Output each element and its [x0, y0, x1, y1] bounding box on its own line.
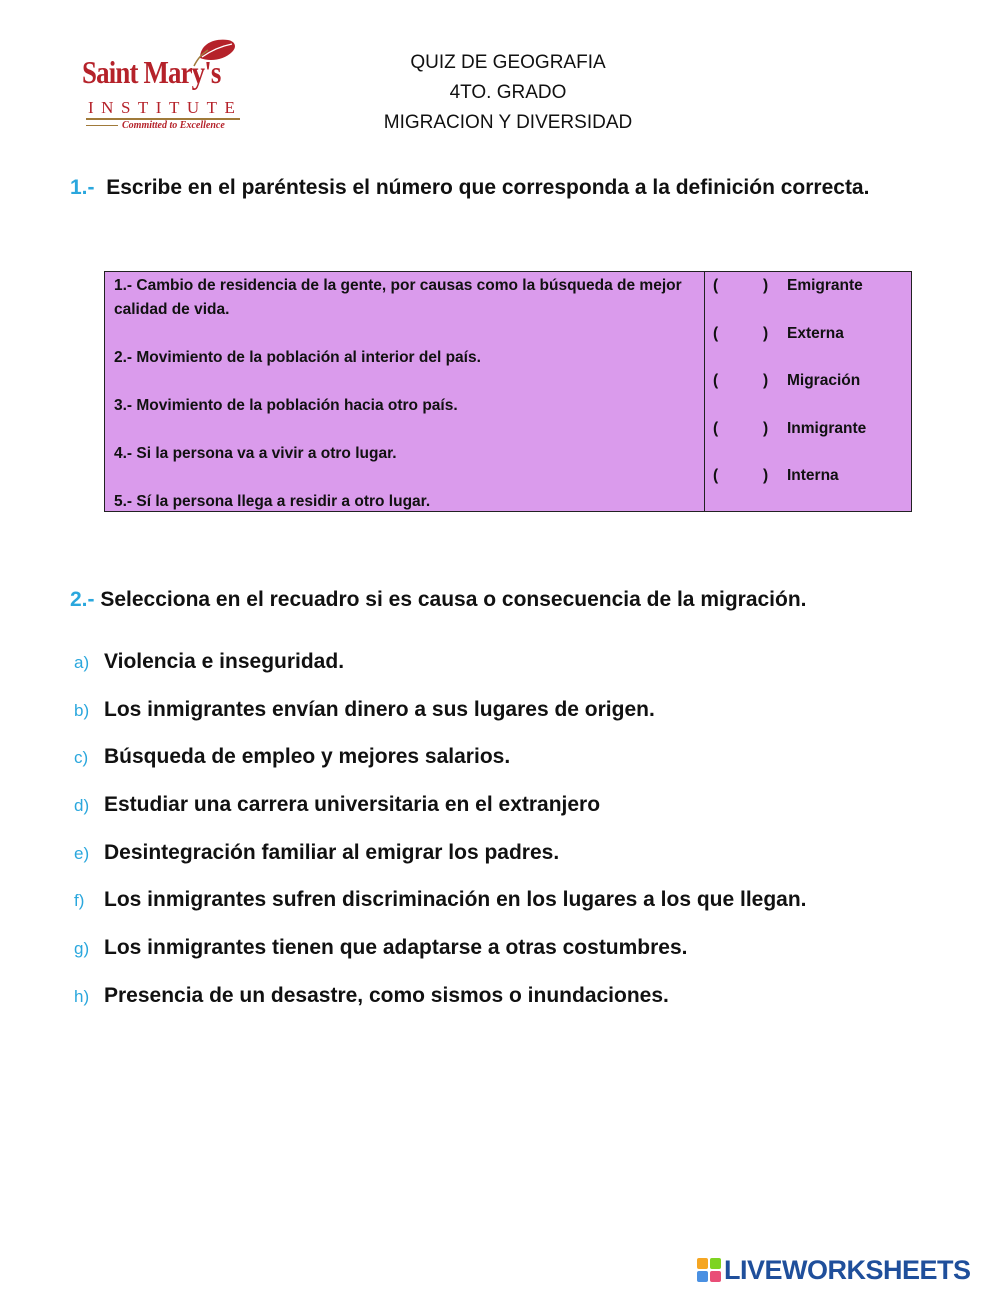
term-row	[713, 417, 911, 465]
answer-blank-close: )	[763, 277, 769, 294]
term-label: Inmigrante	[787, 419, 867, 437]
definitions-column	[105, 272, 705, 511]
answer-blank-open[interactable]: (	[713, 372, 719, 390]
term-label: Emigrante	[787, 277, 863, 294]
question-1-number: 1.-	[70, 176, 95, 199]
list-item[interactable]	[74, 841, 807, 889]
item-letter: a)	[74, 653, 90, 672]
answer-blank-close: )	[763, 324, 769, 342]
item-text: Búsqueda de empleo y mejores salarios.	[104, 745, 511, 769]
answer-blank-close: )	[763, 467, 769, 485]
item-text: Los inmigrantes sufren discriminación en los lugares a los que llegan.	[104, 888, 807, 912]
question-2-number: 2.-	[70, 588, 95, 611]
list-item[interactable]	[74, 936, 807, 984]
definition-item: 4.- Si la persona va a vivir a otro lugar.	[114, 445, 397, 462]
term-row	[713, 464, 911, 512]
cause-consequence-list	[74, 650, 807, 1032]
definition-item: 2.- Movimiento de la población al interior del país.	[114, 349, 481, 366]
item-letter: e)	[74, 843, 90, 863]
answer-blank-open[interactable]: (	[713, 277, 719, 294]
term-row	[713, 274, 911, 322]
definition-item: 3.- Movimiento de la población hacia otro país.	[114, 397, 458, 414]
item-text: Los inmigrantes tienen que adaptarse a otras costumbres.	[104, 936, 688, 960]
logo-motto: Committed to Excellence	[122, 120, 225, 131]
item-text: Los inmigrantes envían dinero a sus lugares de origen.	[104, 697, 655, 721]
answer-blank-close: )	[763, 372, 769, 390]
list-item[interactable]	[74, 650, 807, 698]
definition-item: 5.- Sí la persona llega a residir a otro lugar.	[114, 493, 431, 510]
list-item[interactable]	[74, 984, 807, 1032]
question-2-text: Selecciona en el recuadro si es causa o consecuencia de la migración.	[100, 588, 807, 611]
logo-name: Saint Mary's	[82, 54, 221, 90]
item-text: Desintegración familiar al emigrar los padres.	[104, 840, 560, 864]
term-label: Interna	[787, 467, 839, 485]
liveworksheets-logo-icon	[697, 1258, 721, 1282]
answer-blank-open[interactable]: (	[713, 419, 719, 437]
answer-blank-open[interactable]: (	[713, 467, 719, 485]
quiz-header	[330, 48, 686, 138]
item-letter: b)	[74, 700, 90, 720]
question-1-heading	[70, 176, 869, 200]
school-logo	[82, 36, 254, 134]
definition-item: 1.- Cambio de residencia de la gente, por causas como la búsqueda de mejor calidad de vida.	[114, 277, 682, 318]
quiz-topic: MIGRACION Y DIVERSIDAD	[383, 112, 633, 133]
answer-blank-close: )	[763, 419, 769, 437]
item-letter: h)	[74, 986, 90, 1006]
item-letter: f)	[74, 891, 85, 911]
term-row	[713, 369, 911, 417]
liveworksheets-text: LIVEWORKSHEETS	[724, 1255, 971, 1285]
answer-blank-open[interactable]: (	[713, 324, 719, 342]
question-1-text: Escribe en el paréntesis el número que corresponda a la definición correcta.	[106, 176, 870, 199]
list-item[interactable]	[74, 888, 807, 936]
quiz-title: QUIZ DE GEOGRAFIA	[410, 52, 606, 73]
matching-table	[104, 271, 912, 512]
list-item[interactable]	[74, 698, 807, 746]
item-letter: g)	[74, 939, 90, 959]
quiz-grade: 4TO. GRADO	[449, 82, 567, 103]
list-item[interactable]	[74, 793, 807, 841]
item-text: Presencia de un desastre, como sismos o inundaciones.	[104, 983, 669, 1007]
item-letter: c)	[74, 748, 89, 768]
list-item[interactable]	[74, 745, 807, 793]
logo-rule	[86, 125, 118, 126]
item-letter: d)	[74, 796, 90, 816]
terms-column	[705, 272, 911, 511]
item-text: Violencia e inseguridad.	[104, 650, 345, 673]
term-row	[713, 322, 911, 370]
item-text: Estudiar una carrera universitaria en el extranjero	[104, 793, 601, 817]
question-2-heading	[70, 588, 807, 612]
liveworksheets-brand[interactable]	[697, 1255, 997, 1285]
logo-institute: INSTITUTE	[88, 98, 243, 117]
term-label: Externa	[787, 324, 844, 342]
term-label: Migración	[787, 372, 861, 390]
